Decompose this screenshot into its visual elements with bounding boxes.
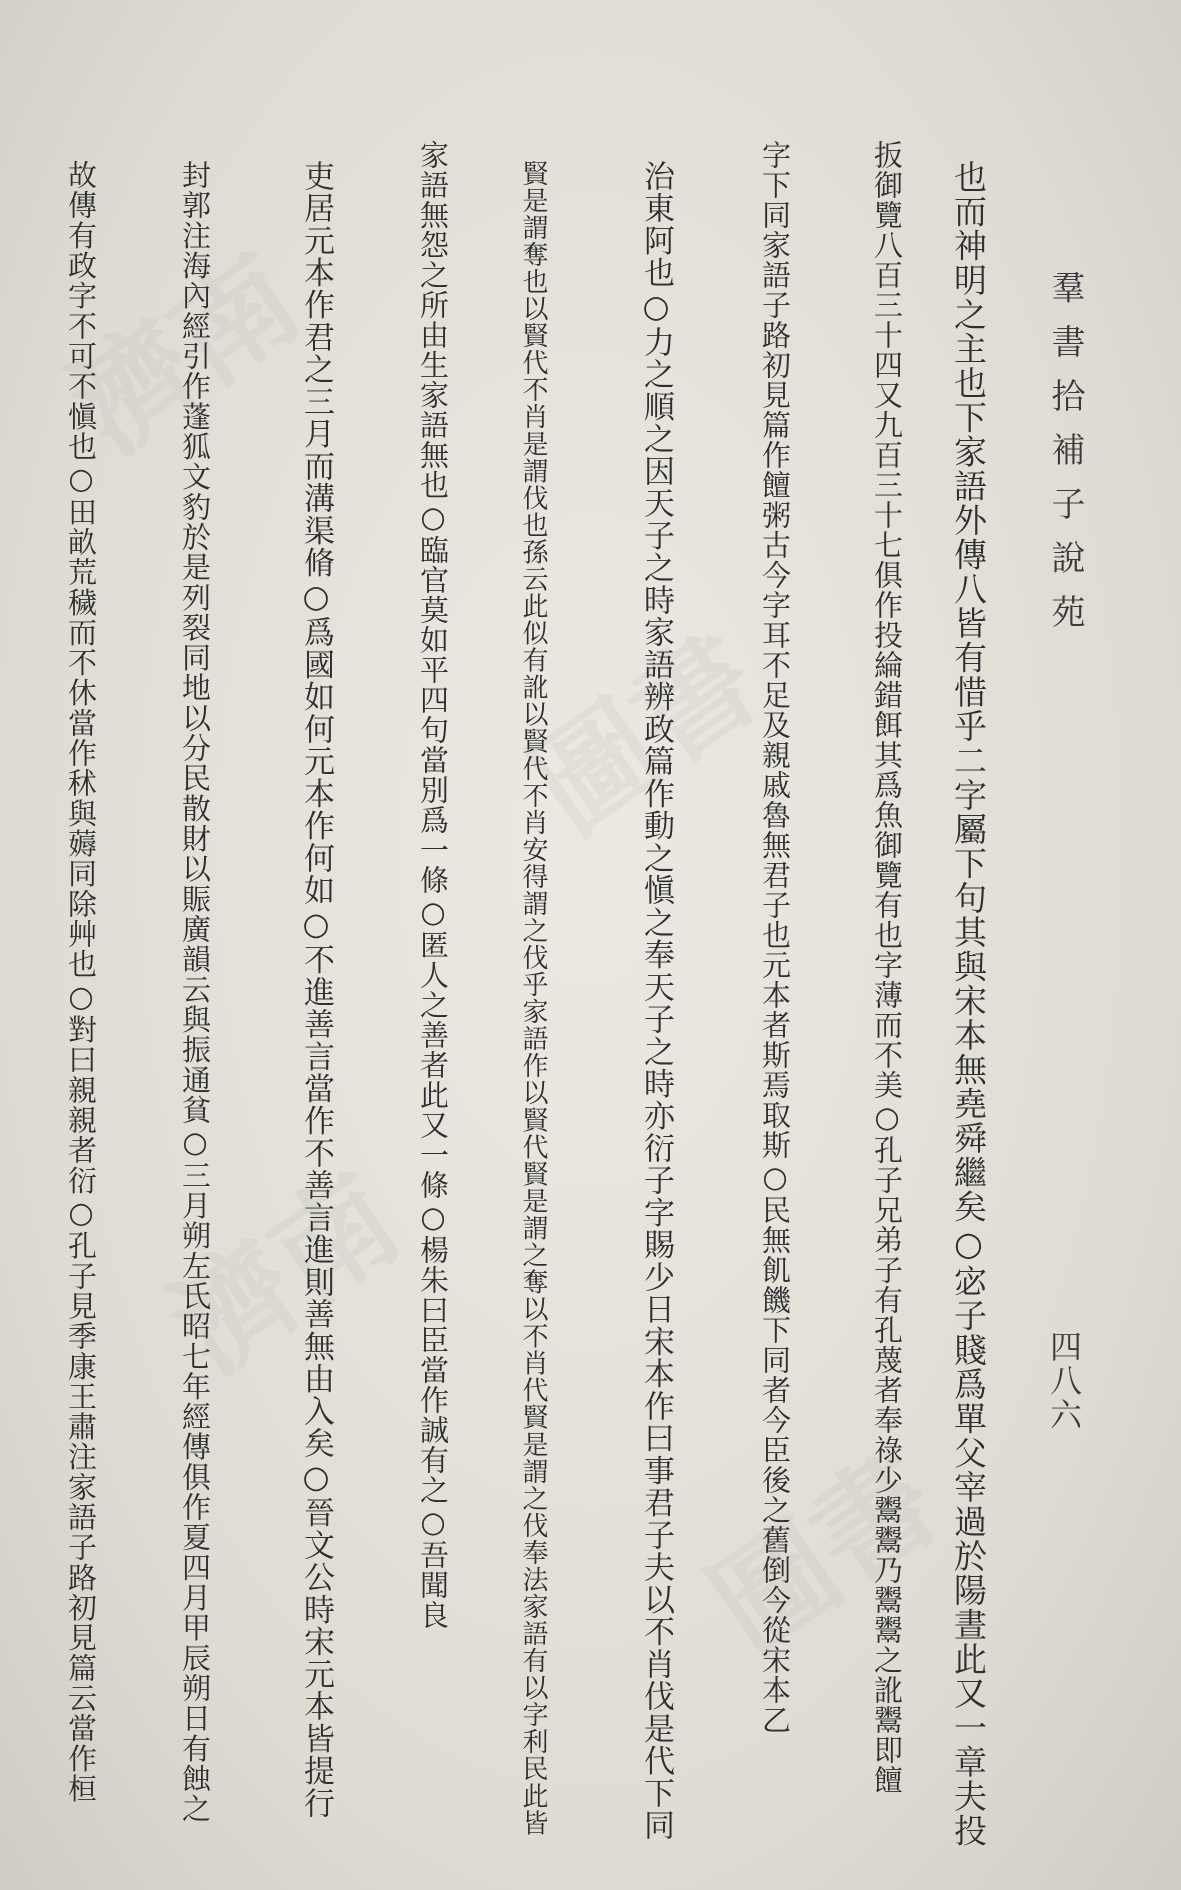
- text-column-2: 扳御覽八百三十四又九百三十七俱作投綸錯餌其爲魚御覽有也字薄而不美○孔子兄弟子有孔蔑者奉祿少鬻鬻乃鬻鬻之訛鬻即饘: [870, 140, 904, 1795]
- library-watermark: 濟南: [146, 1147, 425, 1401]
- running-title: 羣書拾補子說苑: [1045, 270, 1085, 648]
- text-column-1: 也而神明之主也下家語外傳八皆有惜乎二字屬下句其與宋本無堯舜繼矣○宓子賤爲單父宰過於陽晝此又一章夫投: [949, 160, 988, 1848]
- text-column-4: 治東阿也○力之順之因天子之時家語辨政篇作動之愼之奉天子之時亦衍子字賜少日宋本作曰事君子夫以不肖伐是代下同: [638, 160, 674, 1842]
- text-column-7: 吏居元本作君之三月而溝渠脩○爲國如何元本作何如○不進善言當作不善言進則善無由入矣○晉文公時宋元本皆提行: [298, 160, 334, 1820]
- library-watermark: 濟南: [46, 227, 325, 481]
- library-watermark: 圖書: [506, 607, 785, 861]
- text-column-5: 賢是謂奪也以賢代不肖是謂伐也孫云此似有訛以賢代不肖安得謂之伐乎家語作以賢代賢是謂之奪以不肖代賢是謂之伐奉法家語有以字利民此皆: [518, 160, 548, 1837]
- page-number: 四八六: [1045, 1330, 1083, 1432]
- text-column-6: 家語無怨之所由生家語無也○臨官莫如平四句當別爲一條○匿人之善者此又一條○楊朱曰臣當作誠有之○吾聞良: [416, 140, 450, 1630]
- text-column-9: 故傳有政字不可不愼也○田畝荒穢而不休當作秫與薅同除艸也○對曰親親者衍○孔子見季康王肅注家語子路初見篇云當作桓: [64, 160, 98, 1804]
- text-column-3: 字下同家語子路初見篇作饘粥古今字耳不足及親戚魯無君子也元本者斯焉取斯○民無飢饑下同者今臣後之舊倒今從宋本乙: [758, 140, 792, 1735]
- text-column-8: 封郭注海內經引作蓬狐文豹於是列裂同地以分民散財以賑廣韻云與振通貧○三月朔左氏昭七年經傳俱作夏四月甲辰朔日有蝕之: [178, 160, 212, 1824]
- library-watermark: 圖書: [686, 1427, 965, 1681]
